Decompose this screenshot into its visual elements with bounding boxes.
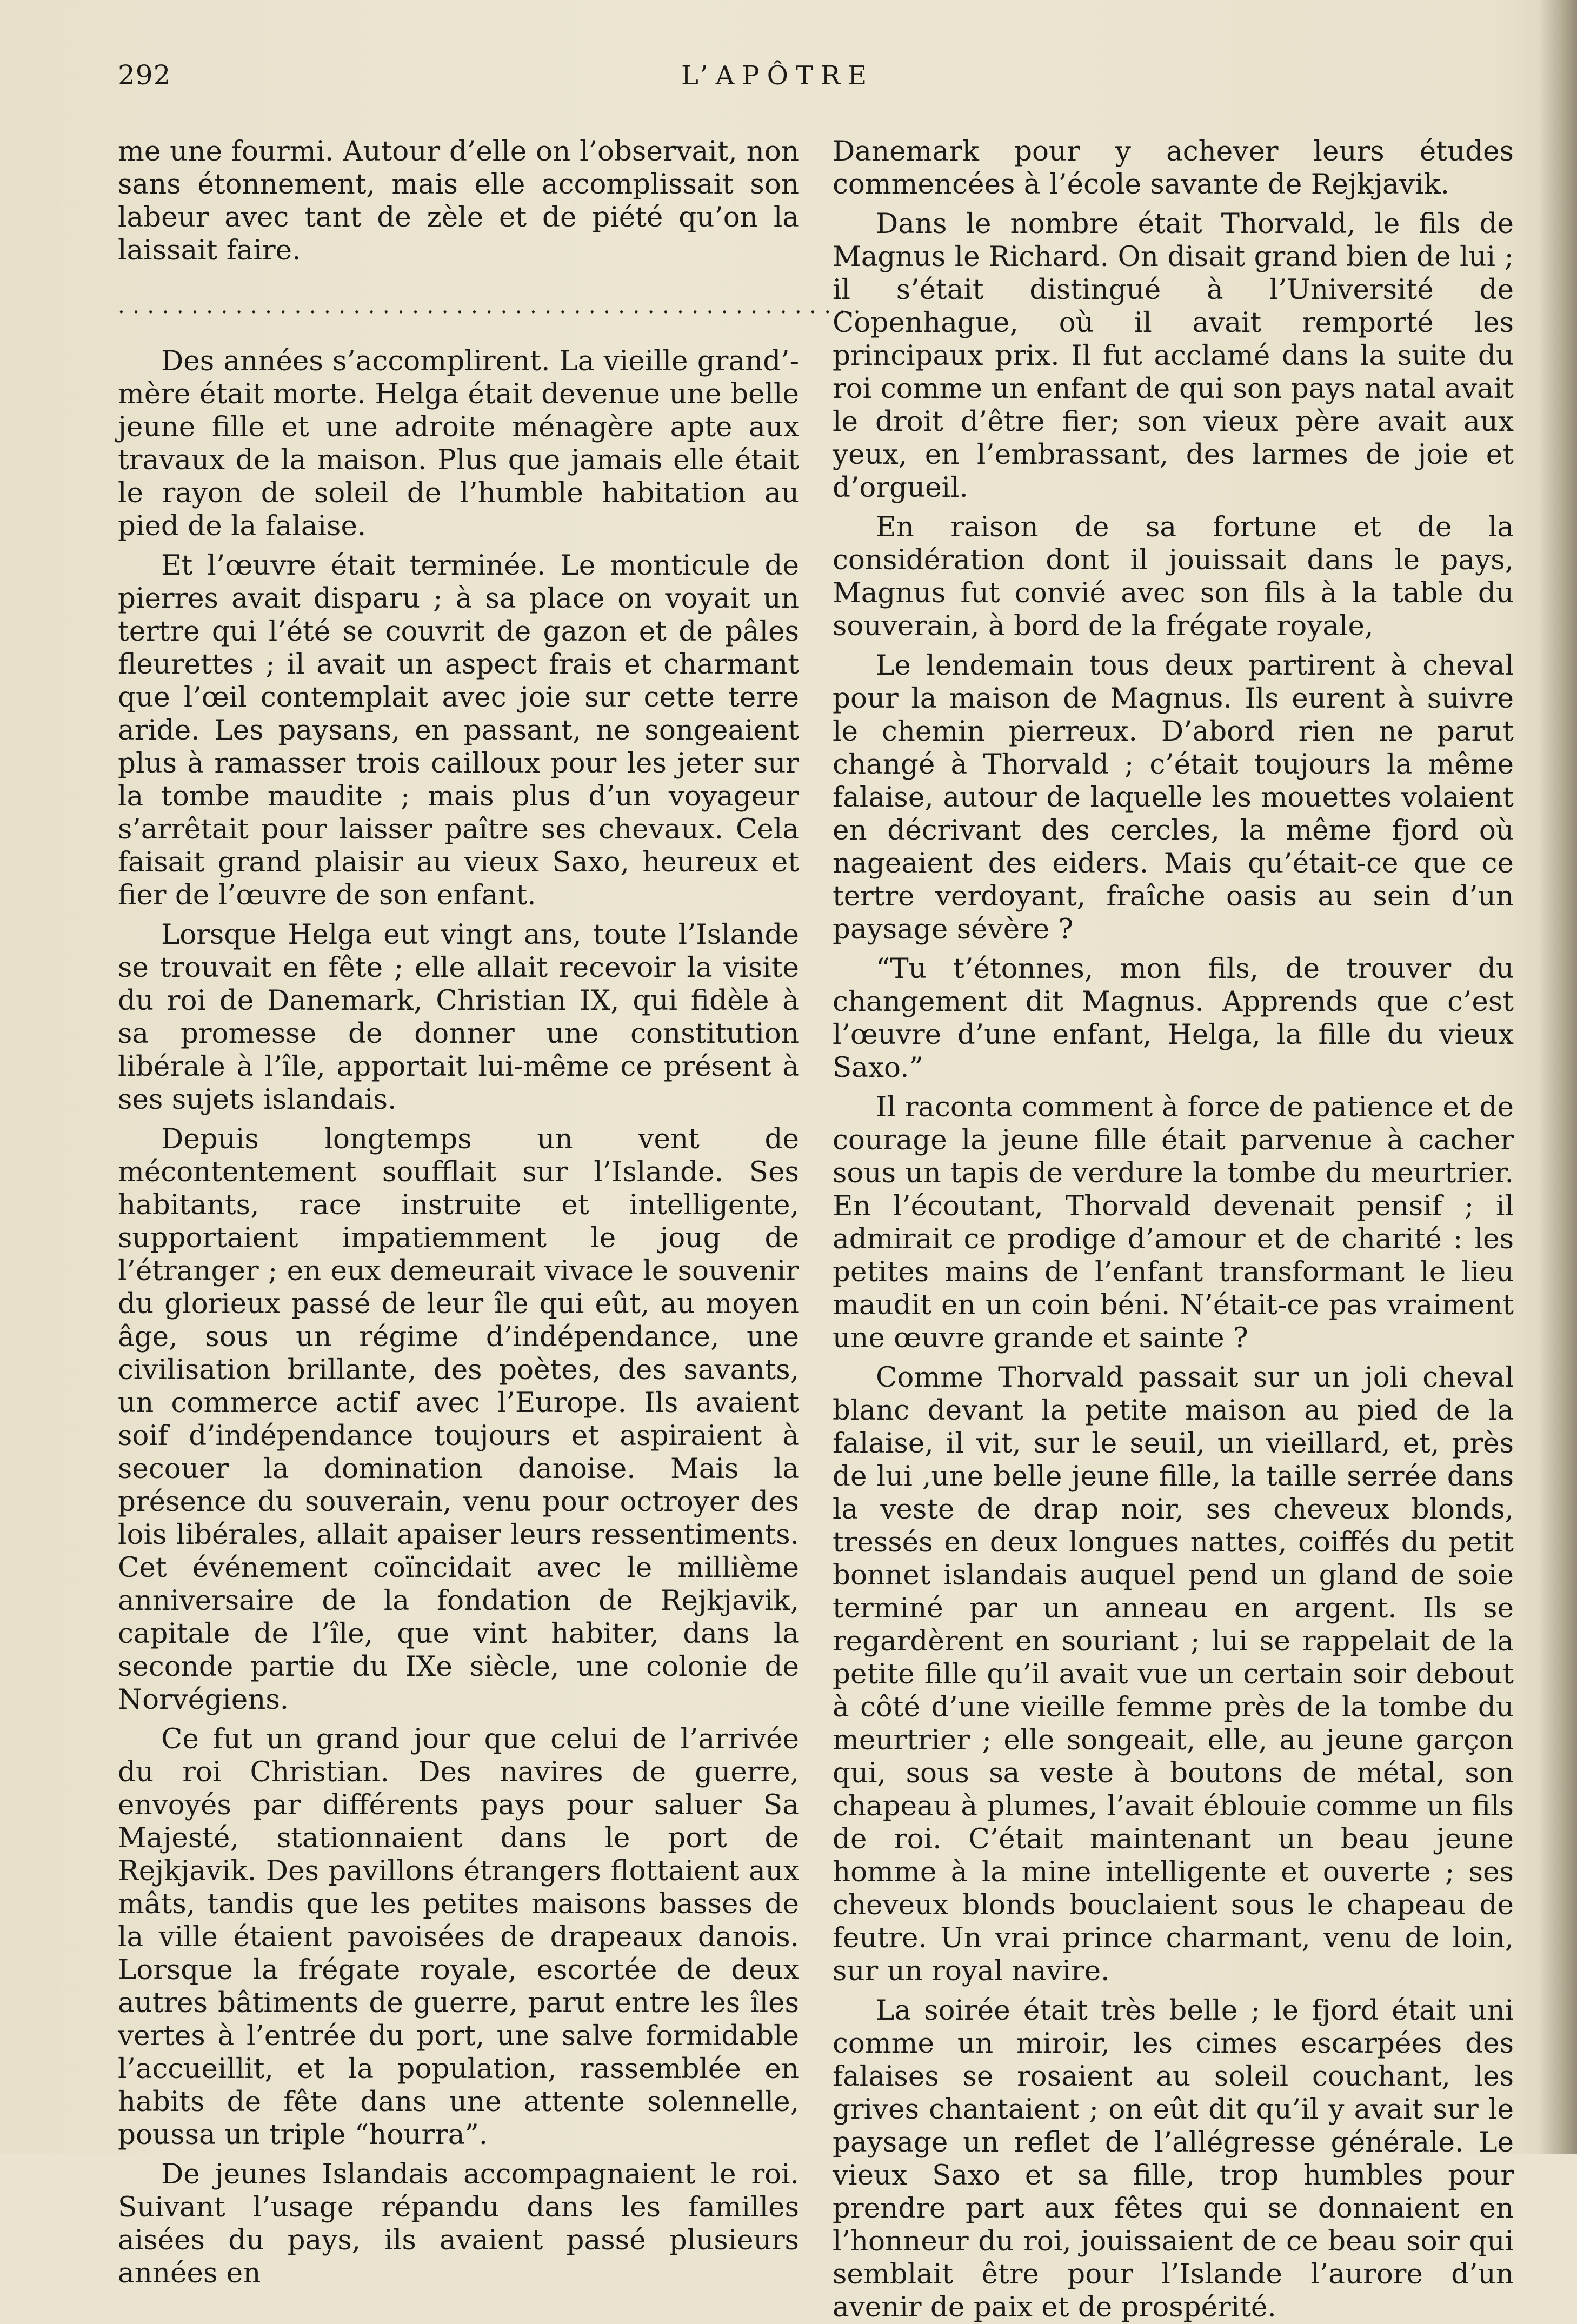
paragraph: La soirée était très belle ; le fjord était uni comme un miroir, les cimes escarpées des falaises se rosaient au soleil couchant, les grives chantaient ; on eût dit qu’il y avait sur le paysage un reflet de l’allégresse générale. Le vieux Saxo et sa fille, trop humbles pour prendre part aux fêtes qui se donnaient en l’honneur du roi, jouissaient de ce beau soir qui semblait être pour l’Islande l’aurore d’un avenir de paix et de prospérité. bbox=[833, 1994, 1514, 2323]
paragraph: Lorsque Helga eut vingt ans, toute l’Islande se trouvait en fête ; elle allait recevoir la visite du roi de Danemark, Christian IX, qui fidèle à sa promesse de donner une constitution libérale à l’île, apportait lui-même ce présent à ses sujets islandais. bbox=[118, 918, 799, 1116]
paragraph: Il raconta comment à force de patience et de courage la jeune fille était parvenue à cacher sous un tapis de verdure la tombe du meurtrier. En l’écoutant, Thorvald devenait pensif ; il admirait ce prodige d’amour et de charité : les petites mains de l’enfant transformant le lieu maudit en un coin béni. N’était-ce pas vraiment une œuvre grande et sainte ? bbox=[833, 1091, 1514, 1354]
paragraph: De jeunes Islandais accompagnaient le roi. Suivant l’usage répandu dans les familles aisées du pays, ils avaient passé plusieurs années en bbox=[118, 2158, 799, 2289]
right-opening-paragraph: Danemark pour y achever leurs études commencées à l’école savante de Rejkjavik. bbox=[833, 135, 1514, 201]
paragraph: Dans le nombre était Thorvald, le fils de Magnus le Richard. On disait grand bien de lui ; il s’était distingué à l’Université de Copenhague, où il avait remporté les principaux prix. Il fut acclamé dans la suite du roi comme un enfant de qui son pays natal avait le droit d’être fier; son vieux père avait aux yeux, en l’embrassant, des larmes de joie et d’orgueil. bbox=[833, 208, 1514, 504]
paragraph: Le lendemain tous deux partirent à cheval pour la maison de Magnus. Ils eurent à suivre le chemin pierreux. D’abord rien ne parut changé à Thorvald ; c’était toujours la même falaise, autour de laquelle les mouettes volaient en décrivant des cercles, la même fjord où nageaient des eiders. Mais qu’était-ce que ce tertre verdoyant, fraîche oasis au sein d’un paysage sévère ? bbox=[833, 649, 1514, 945]
page-edge-shadow bbox=[1539, 0, 1577, 2154]
paragraph: “Tu t’étonnes, mon fils, de trouver du changement dit Magnus. Apprends que c’est l’œuvre d’une enfant, Helga, la fille du vieux Saxo.” bbox=[833, 953, 1514, 1084]
paragraph: Depuis longtemps un vent de mécontentement soufflait sur l’Islande. Ses habitants, race instruite et intelligente, supportaient impatiemment le joug de l’étranger ; en eux demeurait vivace le souvenir du glorieux passé de leur île qui eût, au moyen âge, sous un régime d’indépendance, une civilisation brillante, des poètes, des savants, un commerce actif avec l’Europe. Ils avaient soif d’indépendance toujours et aspiraient à secouer la domination danoise. Mais la présence du souverain, venu pour octroyer des lois libérales, allait apaiser leurs ressentiments. Cet événement coïncidait avec le millième anniversaire de la fondation de Rejkjavik, capitale de l’île, que vint habiter, dans la seconde partie du IXe siècle, une colonie de Norvégiens. bbox=[118, 1123, 799, 1716]
paragraph: En raison de sa fortune et de la considération dont il jouissait dans le pays, Magnus fut convié avec son fils à la table du souverain, à bord de la frégate royale, bbox=[833, 511, 1514, 642]
left-opening-paragraph: me une fourmi. Autour d’elle on l’observait, non sans étonnement, mais elle accomplissait son labeur avec tant de zèle et de piété qu’on la laissait faire. bbox=[118, 135, 799, 267]
page-number: 292 bbox=[118, 59, 171, 91]
paragraph: Des années s’accomplirent. La vieille grand’-mère était morte. Helga était devenue une belle jeune fille et une adroite ménagère apte aux travaux de la maison. Plus que jamais elle était le rayon de soleil de l’humble habitation au pied de la falaise. bbox=[118, 345, 799, 542]
running-title: L’APÔTRE bbox=[681, 61, 875, 91]
left-column bbox=[118, 135, 868, 2290]
section-separator: ................................................... bbox=[118, 294, 868, 318]
paragraph: Comme Thorvald passait sur un joli cheval blanc devant la petite maison au pied de la falaise, il vit, sur le seuil, un vieillard, et, près de lui ,une belle jeune fille, la taille serrée dans la veste de drap noir, ses cheveux blonds, tressés en deux longues nattes, coiffés du petit bonnet islandais auquel pend un gland de soie terminé par un anneau en argent. Ils se regardèrent en souriant ; lui se rappelait de la petite fille qu’il avait vue un certain soir debout à côté d’une vieille femme près de la tombe du meurtrier ; elle songeait, elle, au jeune garçon qui, sous sa veste à boutons de métal, son chapeau à plumes, l’avait éblouie comme un fils de roi. C’était maintenant un beau jeune homme à la mine intelligente et ouverte ; ses cheveux blonds bouclaient sous le chapeau de feutre. Un vrai prince charmant, venu de loin, sur un royal navire. bbox=[833, 1361, 1514, 1987]
right-column bbox=[833, 135, 1514, 2324]
paragraph: Ce fut un grand jour que celui de l’arrivée du roi Christian. Des navires de guerre, envoyés par différents pays pour saluer Sa Majesté, stationnaient dans le port de Rejkjavik. Des pavillons étrangers flottaient aux mâts, tandis que les petites maisons basses de la ville étaient pavoisées de drapeaux danois. Lorsque la frégate royale, escortée de deux autres bâtiments de guerre, parut entre les îles vertes à l’entrée du port, une salve formidable l’accueillit, et la population, rassemblée en habits de fête dans une attente solennelle, poussa un triple “hourra”. bbox=[118, 1723, 799, 2151]
paragraph: Et l’œuvre était terminée. Le monticule de pierres avait disparu ; à sa place on voyait un tertre qui l’été se couvrit de gazon et de pâles fleurettes ; il avait un aspect frais et charmant que l’œil contemplait avec joie sur cette terre aride. Les paysans, en passant, ne songeaient plus à ramasser trois cailloux pour les jeter sur la tombe maudite ; mais plus d’un voyageur s’arrêtait pour laisser paître ses chevaux. Cela faisait grand plaisir au vieux Saxo, heureux et fier de l’œuvre de son enfant. bbox=[118, 549, 799, 911]
